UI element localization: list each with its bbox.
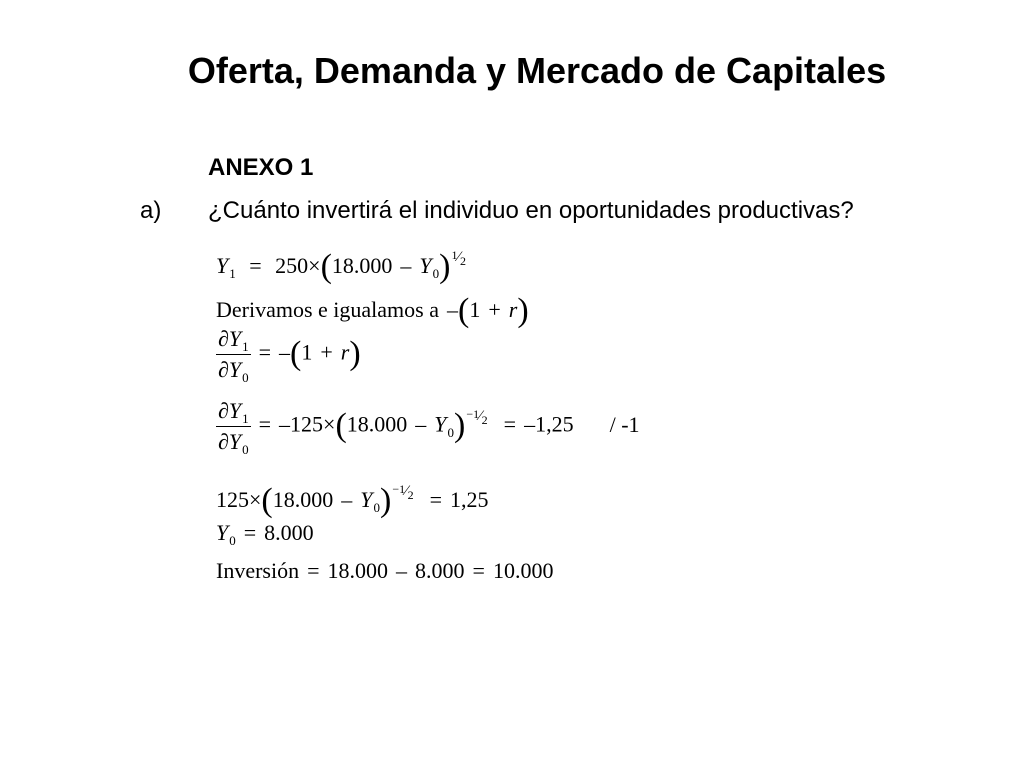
coefficient: 125 [216, 487, 249, 512]
equation-partial-derivative: $\frac{\partial Y_1}{\partial Y_0}$ = –(1 + r) [218, 326, 361, 385]
var-y0: Y [434, 411, 447, 437]
investment-value: 10.000 [492, 558, 554, 583]
result-value: 1,25 [450, 487, 489, 512]
var-y0: Y [360, 487, 373, 512]
equation-simplified: $125\times(18.000 - Y_0)-1⁄2 = 1,25$ [216, 482, 489, 519]
partial-y0: ∂Y [218, 429, 242, 454]
subscript: 0 [373, 500, 380, 515]
equation-production-function: $Y_1 = 250\times(18.000$ – $Y_0)1⁄2$ [216, 248, 467, 285]
item-marker: a) [140, 197, 162, 224]
subscript: 1 [229, 266, 236, 281]
minus-sign: – [447, 297, 458, 322]
instruction-text: Derivamos e igualamos a [216, 297, 439, 322]
var-r: r [508, 297, 518, 322]
y0-value: 8.000 [264, 520, 314, 545]
equals-sign: = [429, 487, 443, 512]
exponent-sign: − [392, 482, 400, 496]
subscript: 0 [242, 442, 249, 457]
equals-sign: = [307, 558, 320, 583]
var-y1: Y [216, 253, 229, 278]
minus-sign: – [279, 411, 291, 437]
var-y0: Y [216, 520, 229, 545]
equals-sign: = [258, 339, 272, 365]
investment-label: Inversión [216, 558, 300, 583]
constant-one: 1 [301, 339, 313, 365]
annex-label: ANEXO 1 [208, 154, 314, 181]
equation-investment [216, 560, 553, 582]
equation-y0-solution [216, 520, 314, 548]
constant: 18.000 [272, 487, 334, 512]
minus-sign: – [279, 339, 291, 365]
multiply-note: / -1 [609, 411, 640, 437]
exponent: −1⁄2 [466, 406, 488, 427]
times-sign: × [323, 411, 336, 437]
times-sign: × [308, 253, 321, 278]
result-value: 1,25 [535, 411, 574, 437]
exponent-denominator: 2 [407, 488, 414, 502]
subscript: 1 [242, 339, 249, 354]
var-r: r [340, 339, 350, 365]
subscript: 1 [242, 411, 249, 426]
partial-fraction [216, 326, 251, 385]
endowment-value: 18.000 [327, 558, 389, 583]
slide-title: Oferta, Demanda y Mercado de Capitales [187, 50, 887, 91]
minus-sign: – [341, 487, 353, 512]
equals-sign: = [503, 411, 517, 437]
equals-sign: = [243, 520, 257, 545]
subscript: 0 [432, 266, 440, 281]
exponent-numerator: 1 [451, 248, 458, 262]
question-text: ¿Cuánto invertirá el individuo en oportunidades productivas? [208, 197, 854, 224]
constant-one: 1 [469, 297, 481, 322]
exponent: 1⁄2 [451, 248, 467, 268]
coefficient: 250 [275, 253, 309, 278]
plus-sign: + [320, 339, 333, 365]
exponent: −1⁄2 [392, 482, 414, 502]
subscript: 0 [229, 533, 236, 548]
equals-sign: = [472, 558, 485, 583]
exponent-denominator: 2 [460, 254, 467, 268]
equation-derivative-instruction: Derivamos e igualamos a –(1 + r) [216, 292, 529, 329]
minus-sign: – [415, 411, 427, 437]
equals-sign: = [249, 253, 262, 278]
exponent-sign: − [466, 406, 474, 421]
y0-value: 8.000 [415, 558, 465, 583]
constant: 18.000 [331, 253, 393, 278]
exponent-numerator: 1 [399, 482, 406, 496]
plus-sign: + [488, 297, 501, 322]
constant: 18.000 [346, 411, 408, 437]
partial-fraction [216, 398, 251, 457]
subscript: 0 [242, 370, 249, 385]
minus-sign: – [524, 411, 536, 437]
exponent-numerator: 1 [473, 406, 480, 421]
exponent-denominator: 2 [481, 412, 488, 427]
equation-derivative-value: $\frac{\partial Y_1}{\partial Y_0}$ = $-125\times(18.000 - Y_0)-1⁄2 = -1,25 / -1$ [218, 398, 640, 457]
partial-y1: ∂Y [218, 326, 242, 351]
var-y0: Y [419, 253, 432, 278]
subscript: 0 [447, 424, 455, 440]
coefficient: 125 [290, 411, 324, 437]
partial-y1: ∂Y [218, 398, 242, 423]
times-sign: × [249, 487, 262, 512]
equals-sign: = [258, 411, 272, 437]
minus-sign: – [396, 558, 408, 583]
minus-sign: – [400, 253, 412, 278]
partial-y0: ∂Y [218, 357, 242, 382]
